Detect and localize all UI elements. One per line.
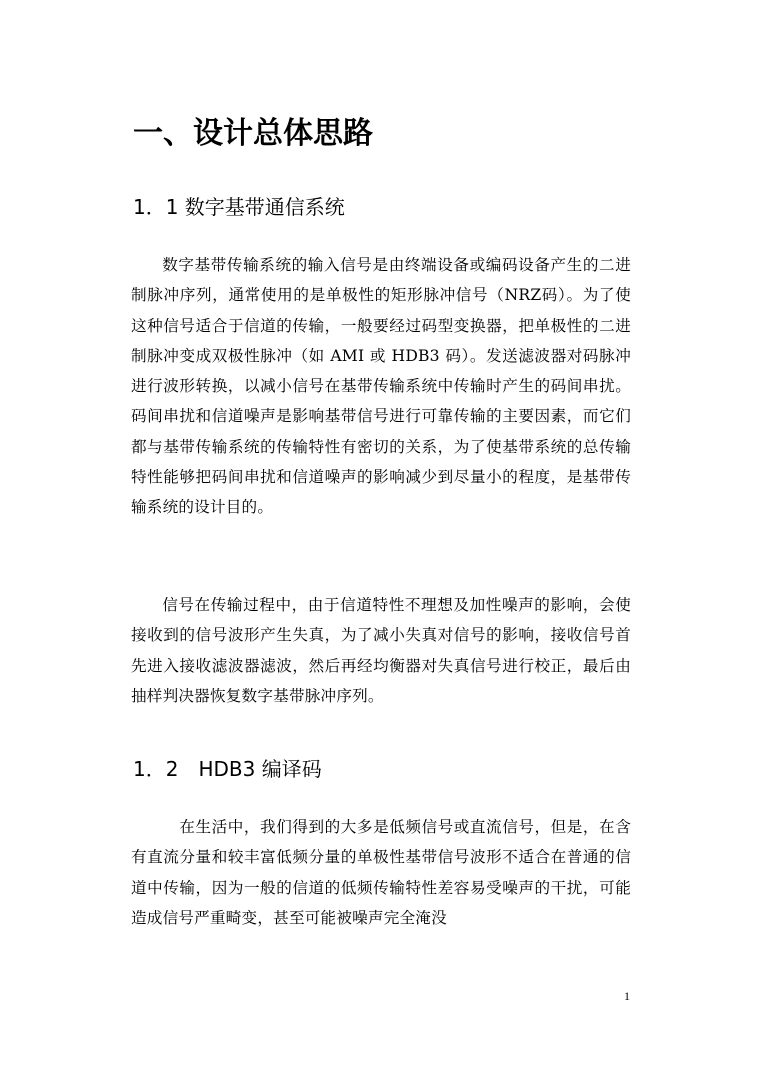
section-heading-1-2: 1．2 HDB3 编译码 <box>133 757 322 781</box>
paragraph: 信号在传输过程中，由于信道特性不理想及加性噪声的影响，会使接收到的信号波形产生失真，为了减小失真对信号的影响，接收信号首先进入接收滤波器滤波，然后再经均衡器对失真信号进行校正，最后由抽样判决器恢复数字基带脉冲序列。 <box>131 596 631 705</box>
page-number: 1 <box>624 989 630 1003</box>
paragraph: 在生活中，我们得到的大多是低频信号或直流信号，但是，在含有直流分量和较丰富低频分量的单极性基带信号波形不适合在普通的信道中传输，因为一般的信道的低频传输特性差容易受噪声的干扰，可能造成信号严重畸变，甚至可能被噪声完全淹没 <box>131 818 631 927</box>
chapter-title: 一、设计总体思路 <box>133 116 373 151</box>
paragraph: 数字基带传输系统的输入信号是由终端设备或编码设备产生的二进制脉冲序列，通常使用的是单极性的矩形脉冲信号（NRZ码）。为了使这种信号适合于信道的传输，一般要经过码型变换器，把单极性的二进制脉冲变成双极性脉冲（如 AMI 或 HDB3 码）。发送滤波器对码脉冲进行波形转换，以减小信号在基带传输系统中传输时产生的码间串扰。码间串扰和信道噪声是影响基带信号进行可靠传输的主要因素，而它们都与基带传输系统的传输特性有密切的关系，为了使基带系统的总传输特性能够把码间串扰和信道噪声的影响减少到尽量小的程度，是基带传输系统的设计目的。 <box>131 256 631 517</box>
section-heading-1-1: 1．1 数字基带通信系统 <box>133 195 345 219</box>
